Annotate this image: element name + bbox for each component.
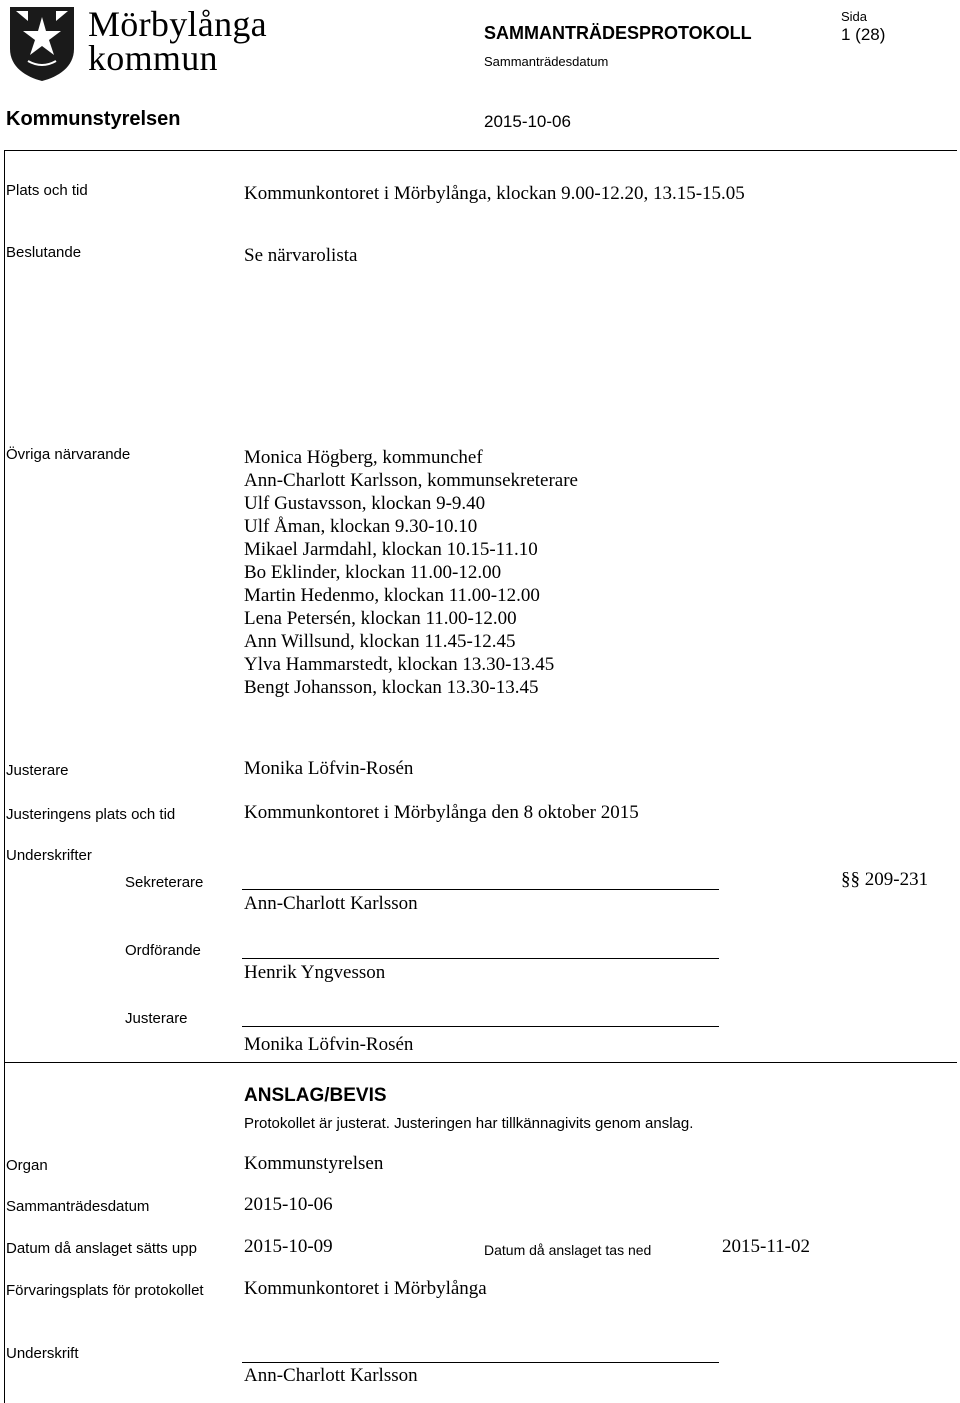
list-item: Bo Eklinder, klockan 11.00-12.00 <box>244 562 502 583</box>
document-type: SAMMANTRÄDESPROTOKOLL <box>484 23 752 43</box>
adjuster-value: Monika Löfvin-Rosén <box>244 758 414 779</box>
board-date: 2015-10-06 <box>484 112 571 131</box>
notice-signature-line <box>242 1362 719 1363</box>
removed-date-label: Datum då anslaget tas ned <box>484 1242 652 1258</box>
adjustment-place-value: Kommunkontoret i Mörbylånga den 8 oktober 2015 <box>244 802 639 823</box>
list-item: Martin Hedenmo, klockan 11.00-12.00 <box>244 585 540 606</box>
deciding-value: Se närvarolista <box>244 245 358 266</box>
others-present-label: Övriga närvarande <box>6 446 131 463</box>
place-label: Plats och tid <box>6 182 88 199</box>
deciding-label: Beslutande <box>6 244 82 261</box>
notice-signature-name: Ann-Charlott Karlsson <box>244 1365 418 1386</box>
posted-date-value: 2015-10-09 <box>244 1236 333 1257</box>
notice-section-frame <box>4 1062 957 1403</box>
chair-name: Henrik Yngvesson <box>244 962 386 983</box>
signature-adjuster-label: Justerare <box>125 1010 188 1027</box>
chair-label: Ordförande <box>125 942 201 959</box>
page-caption: Sida <box>841 9 868 24</box>
secretary-signature-line <box>242 889 719 890</box>
adjuster-signature-line <box>242 1026 719 1027</box>
brand-name-line2: kommun <box>88 38 218 78</box>
secretary-label: Sekreterare <box>125 874 204 891</box>
list-item: Ann-Charlott Karlsson, kommunsekreterare <box>244 470 578 491</box>
meeting-date-caption: Sammanträdesdatum <box>484 54 609 69</box>
storage-label: Förvaringsplats för protokollet <box>6 1282 204 1299</box>
list-item: Ulf Åman, klockan 9.30-10.10 <box>244 516 478 537</box>
list-item: Ann Willsund, klockan 11.45-12.45 <box>244 631 516 652</box>
municipality-coat-of-arms-logo <box>6 3 78 83</box>
organ-value: Kommunstyrelsen <box>244 1153 384 1174</box>
notice-meeting-date-label: Sammanträdesdatum <box>6 1198 150 1215</box>
list-item: Monica Högberg, kommunchef <box>244 447 483 468</box>
notice-meeting-date-value: 2015-10-06 <box>244 1194 333 1215</box>
signature-adjuster-name: Monika Löfvin-Rosén <box>244 1034 414 1055</box>
chair-signature-line <box>242 958 719 959</box>
adjustment-place-label: Justeringens plats och tid <box>6 806 176 823</box>
signatures-label: Underskrifter <box>6 847 92 864</box>
adjuster-label: Justerare <box>6 762 69 779</box>
secretary-name: Ann-Charlott Karlsson <box>244 893 418 914</box>
list-item: Bengt Johansson, klockan 13.30-13.45 <box>244 677 539 698</box>
paragraph-range: §§ 209-231 <box>841 869 929 890</box>
brand-name-line1: Mörbylånga <box>88 4 267 44</box>
place-value: Kommunkontoret i Mörbylånga, klockan 9.00-12.20, 13.15-15.05 <box>244 183 745 204</box>
removed-date-value: 2015-11-02 <box>722 1236 810 1257</box>
others-present-list <box>244 446 578 699</box>
list-item: Ylva Hammarstedt, klockan 13.30-13.45 <box>244 654 555 675</box>
posted-date-label: Datum då anslaget sätts upp <box>6 1240 197 1257</box>
organ-label: Organ <box>6 1157 48 1174</box>
storage-value: Kommunkontoret i Mörbylånga <box>244 1278 487 1299</box>
list-item: Mikael Jarmdahl, klockan 10.15-11.10 <box>244 539 538 560</box>
board-name: Kommunstyrelsen <box>6 108 181 130</box>
list-item: Lena Petersén, klockan 11.00-12.00 <box>244 608 517 629</box>
notice-text: Protokollet är justerat. Justeringen har tillkännagivits genom anslag. <box>244 1115 694 1132</box>
list-item: Ulf Gustavsson, klockan 9-9.40 <box>244 493 486 514</box>
page-number: 1 (28) <box>841 25 886 44</box>
notice-signature-label: Underskrift <box>6 1345 79 1362</box>
notice-title: ANSLAG/BEVIS <box>244 1085 387 1106</box>
